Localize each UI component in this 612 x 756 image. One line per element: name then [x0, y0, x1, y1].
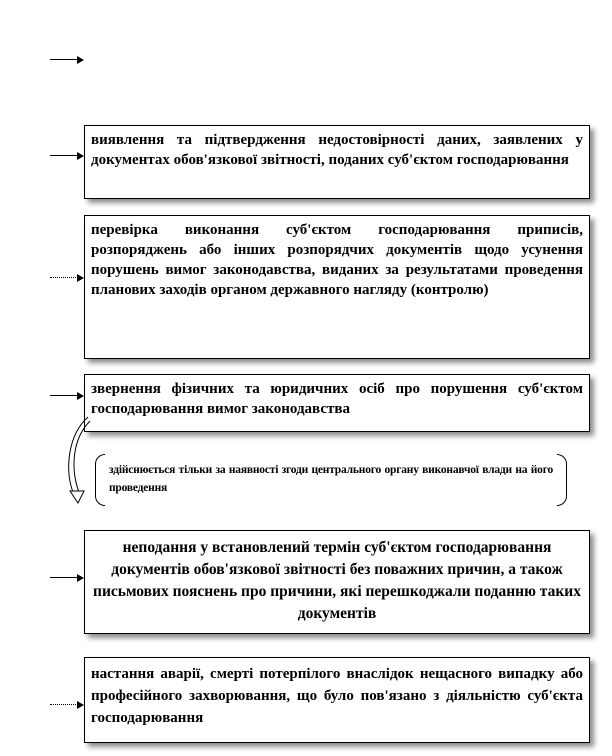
note-consent-condition [95, 454, 567, 506]
curved-connector [60, 415, 100, 515]
box-accident [84, 657, 590, 743]
box-data-unreliability-text: виявлення та підтвердження недостовірності даних, заявлених у документах обов'язкової звітності, поданих суб'єктом господарювання [91, 132, 583, 168]
left-brace [95, 454, 105, 506]
arrow-box-1 [50, 151, 84, 161]
arrow-top [50, 55, 84, 65]
box-reporting-failure-text: неподання у встановлений термін суб'єктом господарювання документів обов'язкової звітності без поважних причин, а також письмових пояснень про причини, які перешкоджали поданню таких документів [93, 539, 581, 622]
box-data-unreliability [84, 125, 590, 199]
note-consent-text: здійснюється тільки за наявності згоди центрального органу виконавчої влади на його проведення [109, 464, 553, 494]
arrow-box-3 [50, 391, 84, 401]
box-citizen-appeal-text: звернення фізичних та юридичних осіб про порушення суб'єктом господарювання вимог законодавства [91, 381, 583, 417]
box-reporting-failure [84, 530, 590, 634]
arrow-box-2 [50, 273, 84, 283]
arrow-box-4 [50, 573, 84, 583]
right-brace [557, 454, 567, 506]
box-orders-check-text: перевірка виконання суб'єктом господарювання приписів, розпоряджень або інших розпорядчих документів щодо усунення порушень вимог законодавства, виданих за результатами проведення планових заходів органом державного нагляду (контролю) [91, 222, 583, 298]
arrow-box-5 [50, 700, 84, 710]
box-orders-check [84, 215, 590, 359]
box-accident-text: настання аварії, смерті потерпілого внаслідок нещасного випадку або професійного захворювання, що було пов'язано з діяльністю суб'єкта господарювання [91, 666, 583, 726]
box-citizen-appeal [84, 374, 590, 432]
